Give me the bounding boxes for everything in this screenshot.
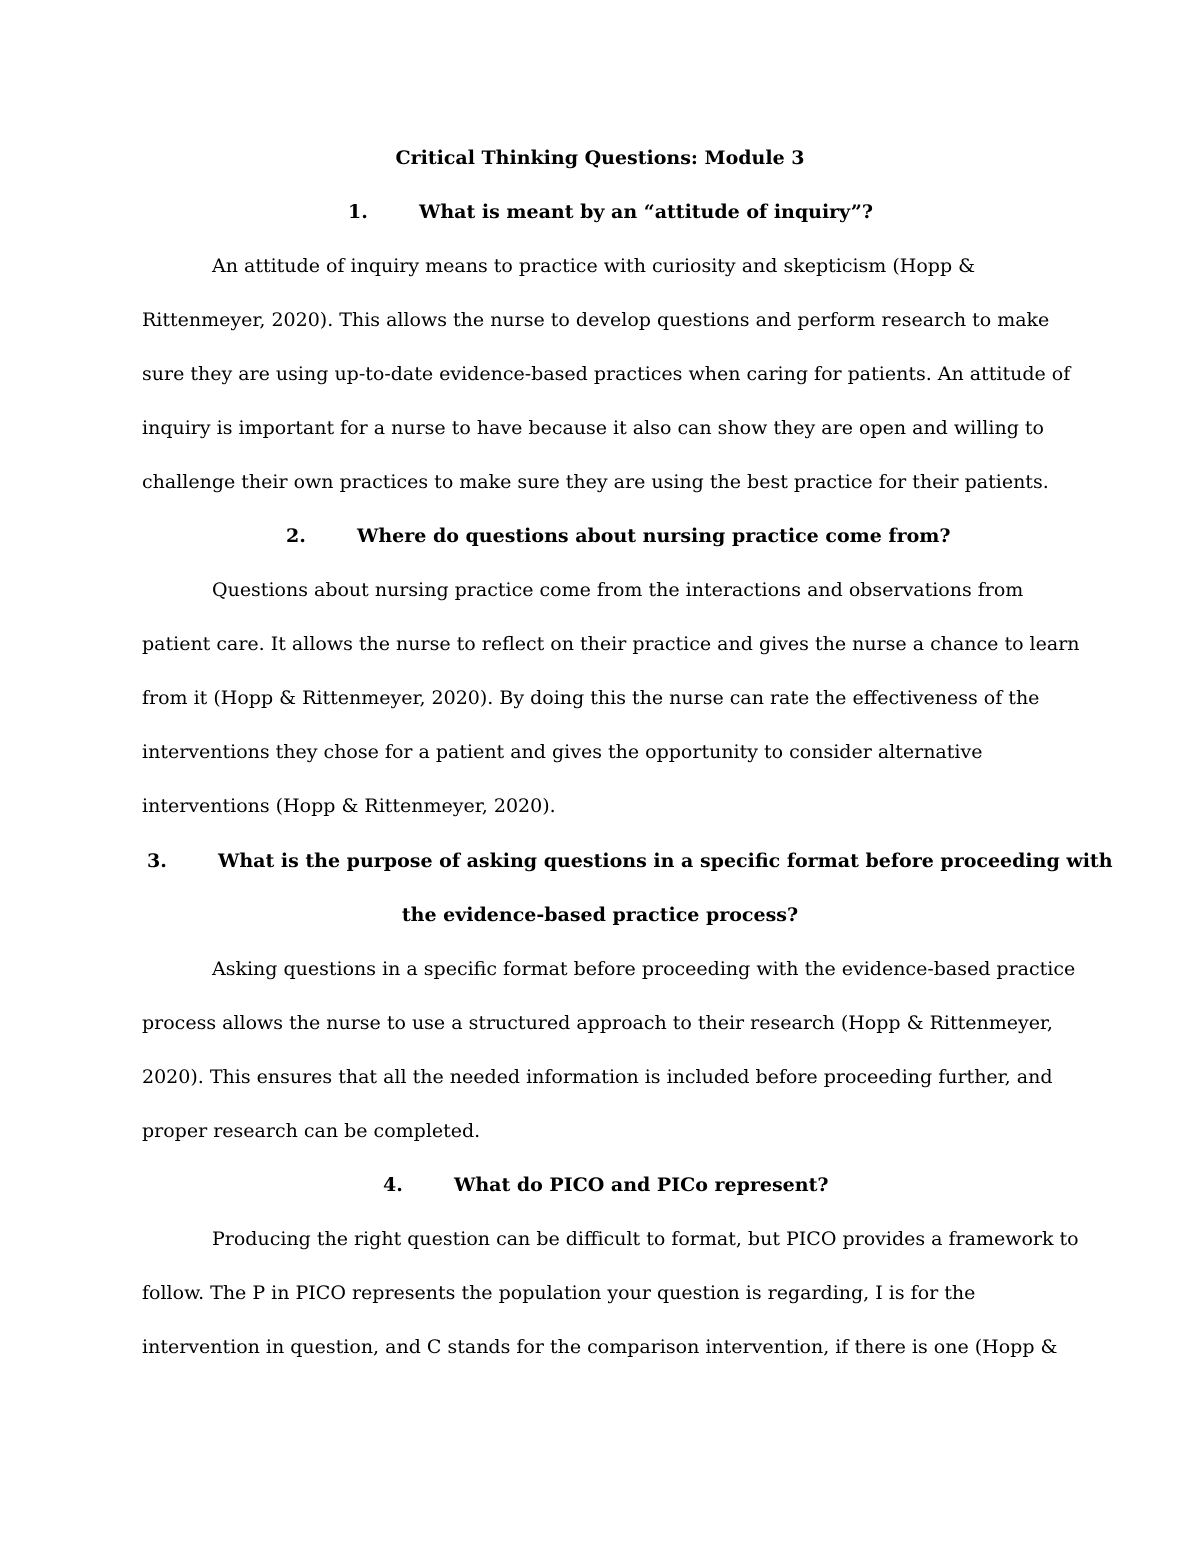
answer-2-line-3: from it (Hopp & Rittenmeyer, 2020). By doing this the nurse can rate the effectiveness of the <box>142 687 1040 709</box>
question-3-heading-continued: the evidence-based practice process? <box>401 904 799 926</box>
answer-1-line-4: inquiry is important for a nurse to have because it also can show they are open and willing to <box>142 417 1044 439</box>
question-text: What is the purpose of asking questions in a specific format before proceeding with <box>218 850 1113 872</box>
answer-2-line-5: interventions (Hopp & Rittenmeyer, 2020). <box>142 795 556 817</box>
document-title: Critical Thinking Questions: Module 3 <box>395 147 805 169</box>
answer-3-line-2: process allows the nurse to use a structured approach to their research (Hopp & Rittenmeyer, <box>142 1012 1053 1034</box>
answer-4-line-1: Producing the right question can be difficult to format, but PICO provides a framework to <box>212 1228 1079 1250</box>
answer-3-line-3: 2020). This ensures that all the needed information is included before proceeding further, and <box>142 1066 1053 1088</box>
answer-1-line-5: challenge their own practices to make sure they are using the best practice for their patients. <box>142 471 1049 493</box>
answer-1-line-1: An attitude of inquiry means to practice with curiosity and skepticism (Hopp & <box>212 255 976 277</box>
answer-4-line-2: follow. The P in PICO represents the population your question is regarding, I is for the <box>142 1282 976 1304</box>
question-number: 4. <box>383 1174 403 1196</box>
answer-3-line-4: proper research can be completed. <box>142 1120 481 1142</box>
answer-3-line-1: Asking questions in a specific format before proceeding with the evidence-based practice <box>212 958 1076 980</box>
question-number: 2. <box>286 525 306 547</box>
question-number: 3. <box>147 850 167 872</box>
answer-2-line-2: patient care. It allows the nurse to reflect on their practice and gives the nurse a chance to learn <box>142 633 1080 655</box>
answer-4-line-3: intervention in question, and C stands for the comparison intervention, if there is one (Hopp & <box>142 1336 1058 1358</box>
answer-1-line-3: sure they are using up-to-date evidence-based practices when caring for patients. An attitude of <box>142 363 1071 385</box>
answer-2-line-1: Questions about nursing practice come from the interactions and observations from <box>212 579 1024 601</box>
question-number: 1. <box>348 201 368 223</box>
question-text: What is meant by an “attitude of inquiry”? <box>419 201 873 223</box>
answer-1-line-2: Rittenmeyer, 2020). This allows the nurse to develop questions and perform research to make <box>142 309 1050 331</box>
answer-2-line-4: interventions they chose for a patient and gives the opportunity to consider alternative <box>142 741 983 763</box>
question-text: What do PICO and PICo represent? <box>454 1174 829 1196</box>
question-text: Where do questions about nursing practice come from? <box>357 525 951 547</box>
